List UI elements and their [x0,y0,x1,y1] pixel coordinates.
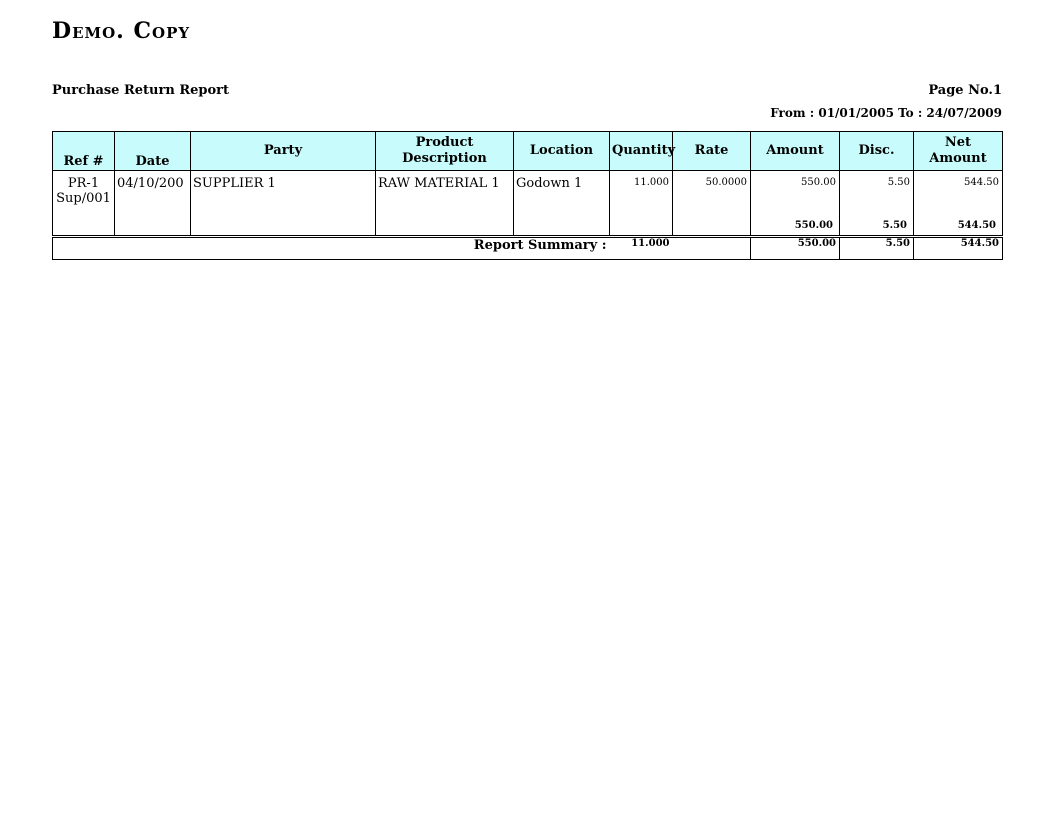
summary-amount: 550.00 [751,238,840,260]
summary-rate-blank [673,238,751,260]
date-range: From : 01/01/2005 To : 24/07/2009 [770,106,1002,120]
product-value: RAW MATERIAL 1 [378,176,500,191]
cell-rate [673,171,751,236]
col-party: Party [191,132,376,171]
cell-product [376,171,514,236]
table-header-row [53,132,1003,171]
col-disc: Disc. [840,132,914,171]
summary-quantity: 11.000 [610,238,673,260]
disc-value: 5.50 [887,177,910,188]
amount-subtotal: 550.00 [794,220,833,231]
location-value: Godown 1 [516,176,583,191]
col-amount: Amount [751,132,840,171]
ref-number: PR-1 [67,176,100,191]
col-date: Date [115,132,191,171]
table-row [53,171,1003,236]
cell-net-amount [914,171,1003,236]
summary-net: 544.50 [914,238,1003,260]
disc-subtotal: 5.50 [882,220,907,231]
summary-disc: 5.50 [840,238,914,260]
cell-disc [840,171,914,236]
col-net-line2: Amount [929,151,987,166]
col-net-amount [914,132,1003,171]
cell-party [191,171,376,236]
cell-location [514,171,610,236]
page-number: Page No.1 [928,83,1002,98]
rate-value: 50.0000 [705,177,747,188]
ref-supplier-code: Sup/001 [56,191,111,206]
amount-value: 550.00 [801,177,836,188]
demo-copy-banner: Demo. Copy [52,18,191,44]
cell-date [115,171,191,236]
col-ref: Ref # [53,132,115,171]
net-value: 544.50 [964,177,999,188]
cell-quantity [610,171,673,236]
col-net-line1: Net [944,135,972,150]
cell-amount [751,171,840,236]
col-product-description: Product Description [376,132,514,171]
col-location: Location [514,132,610,171]
report-title: Purchase Return Report [52,83,230,98]
net-subtotal: 544.50 [957,220,996,231]
report-summary-row [52,237,1003,260]
col-rate: Rate [673,132,751,171]
cell-ref [53,171,115,236]
col-quantity: Quantity [610,132,673,171]
party-value: SUPPLIER 1 [193,176,276,191]
summary-label: Report Summary : [53,238,610,260]
purchase-return-table [52,131,1003,236]
date-value: 04/10/200 [117,176,184,191]
quantity-value: 11.000 [634,177,669,188]
